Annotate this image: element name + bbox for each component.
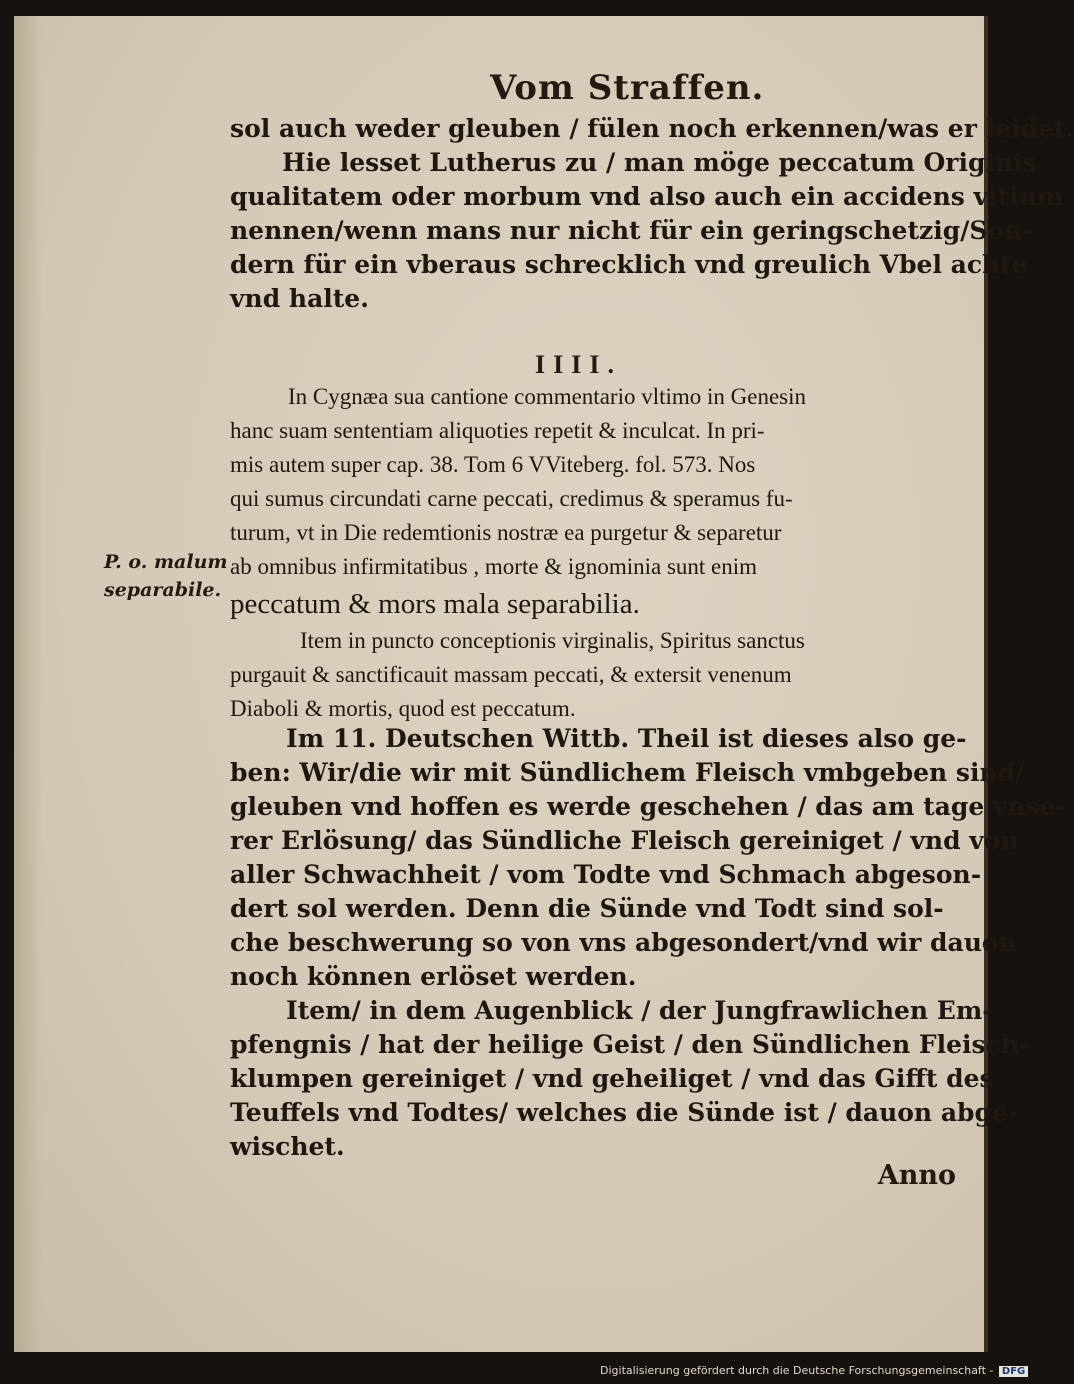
text-line: nennen/wenn mans nur nicht für ein geringschetzig/Son- [230,216,1033,245]
text-line: ben: Wir/die wir mit Sündlichem Fleisch vmbgeben sind/ [230,758,1025,787]
digitization-footer [600,1364,1026,1377]
text-line: Item in puncto conceptionis virginalis, Spiritus sanctus [300,628,805,653]
text-line: Teuffels vnd Todtes/ welches die Sünde ist / dauon abge- [230,1098,1019,1127]
running-head: Vom Straffen. [490,68,765,108]
text-line: Im 11. Deutschen Wittb. Theil ist dieses also ge- [286,724,967,753]
marginal-line: separabile. [104,579,222,601]
page-fold-shadow [14,16,42,1352]
text-line: purgauit & sanctificauit massam peccati, & extersit venenum [230,662,792,687]
text-line: klumpen gereiniget / vnd geheiliget / vnd das Gifft des [230,1064,994,1093]
text-line: dern für ein vberaus schrecklich vnd greulich Vbel achte [230,250,1028,279]
text-line: che beschwerung so von vns abgesondert/vnd wir dauon [230,928,1017,957]
text-line: wischet. [230,1132,345,1161]
marginal-line: P. o. malum [104,551,228,573]
emphasized-line: peccatum & mors mala separabilia. [230,588,640,620]
text-line: hanc suam sententiam aliquoties repetit & inculcat. In pri- [230,418,765,443]
text-line: In Cygnæa sua cantione commentario vltimo in Genesin [288,384,807,409]
text-line: vnd halte. [230,284,369,313]
latin-paragraph [230,380,950,726]
paragraph-1 [230,112,1074,316]
text-line: mis autem super cap. 38. Tom 6 VViteberg. fol. 573. Nos [230,452,756,477]
text-line: qui sumus circundati carne peccati, credimus & speramus fu- [230,486,793,511]
text-line: pfengnis / hat der heilige Geist / den Sündlichen Fleisch- [230,1030,1030,1059]
text-line: aller Schwachheit / vom Todte vnd Schmach abgeson- [230,860,982,889]
section-number: IIII. [535,350,622,379]
footer-text: Digitalisierung gefördert durch die Deutsche Forschungsgemeinschaft - [600,1364,994,1377]
text-line: Hie lesset Lutherus zu / man möge peccatum Originis [282,148,1037,177]
text-line: sol auch weder gleuben / fülen noch erkennen/was er leidet. [230,114,1074,143]
text-line: rer Erlösung/ das Sündliche Fleisch gereiniget / vnd von [230,826,1019,855]
text-line: dert sol werden. Denn die Sünde vnd Todt sind sol- [230,894,944,923]
german-paragraph [230,722,1067,1164]
text-line: Item/ in dem Augenblick / der Jungfrawlichen Em- [286,996,993,1025]
text-line: ab omnibus infirmitatibus , morte & ignominia sunt enim [230,554,758,579]
text-line: turum, vt in Die redemtionis nostræ ea purgetur & separetur [230,520,782,545]
text-line: gleuben vnd hoffen es werde geschehen / das am tage vnse- [230,792,1067,821]
text-line: Diaboli & mortis, quod est peccatum. [230,696,576,721]
text-line: qualitatem oder morbum vnd also auch ein accidens vitium [230,182,1064,211]
marginal-note [104,548,234,604]
dfg-logo: DFG [999,1366,1028,1377]
catchword: Anno [877,1160,956,1191]
text-line: noch können erlöset werden. [230,962,637,991]
